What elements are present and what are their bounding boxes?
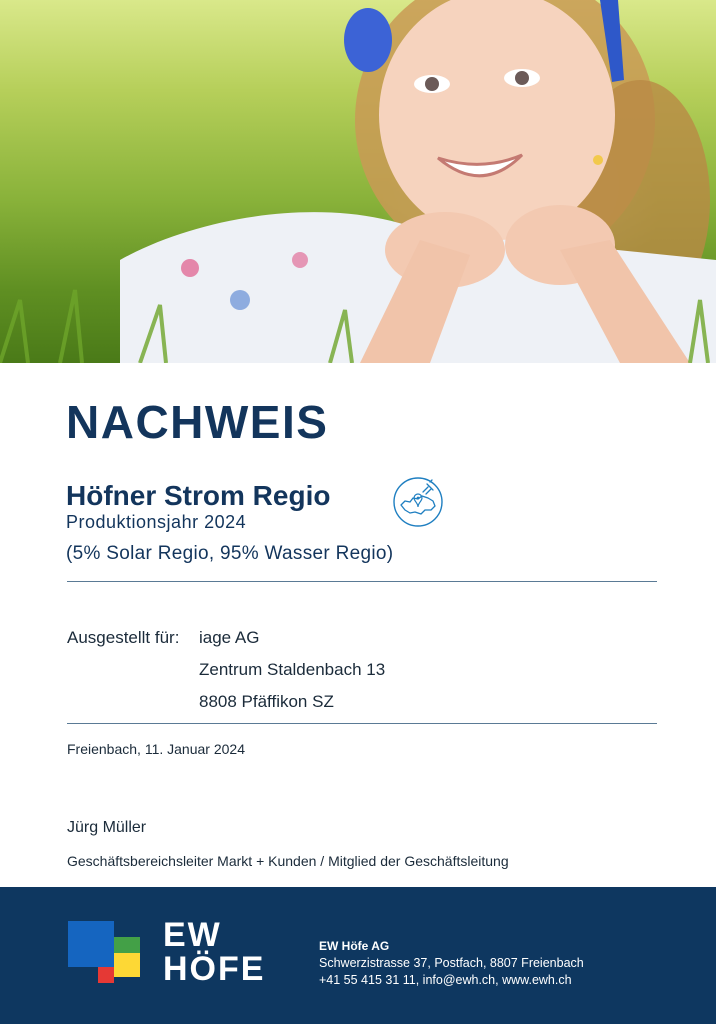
ew-hoefe-logo-icon (68, 921, 142, 985)
production-year: Produktionsjahr 2024 (66, 512, 247, 532)
recipient-city: 8808 Pfäffikon SZ (199, 692, 334, 711)
recipient-name: iage AG (199, 628, 260, 647)
product-name: Höfner Strom Regio (66, 480, 331, 511)
signer-role: Geschäftsbereichsleiter Markt + Kunden / Mitglied der Geschäftsleitung (67, 853, 509, 869)
logo-wordmark (163, 918, 265, 986)
document-title: NACHWEIS (66, 396, 329, 448)
company-contact: +41 55 415 31 11, info@ewh.ch, www.ewh.ch (319, 973, 572, 987)
hero-illustration (0, 0, 716, 363)
hero-photo (0, 0, 716, 363)
issued-for-label: Ausgestellt für: (67, 628, 180, 647)
energy-mix: (5% Solar Regio, 95% Wasser Regio) (66, 543, 394, 564)
logo-line-2: HÖFE (163, 950, 266, 988)
swiss-map-plug-icon (392, 476, 444, 528)
company-name: EW Höfe AG (319, 939, 390, 953)
divider (67, 581, 657, 582)
place-date: Freienbach, 11. Januar 2024 (67, 741, 245, 757)
recipient-street: Zentrum Staldenbach 13 (199, 660, 386, 679)
signer-name: Jürg Müller (67, 819, 147, 836)
logo-line-1: EW (163, 916, 222, 954)
company-address: Schwerzistrasse 37, Postfach, 8807 Freienbach (319, 956, 584, 970)
divider (67, 723, 657, 724)
